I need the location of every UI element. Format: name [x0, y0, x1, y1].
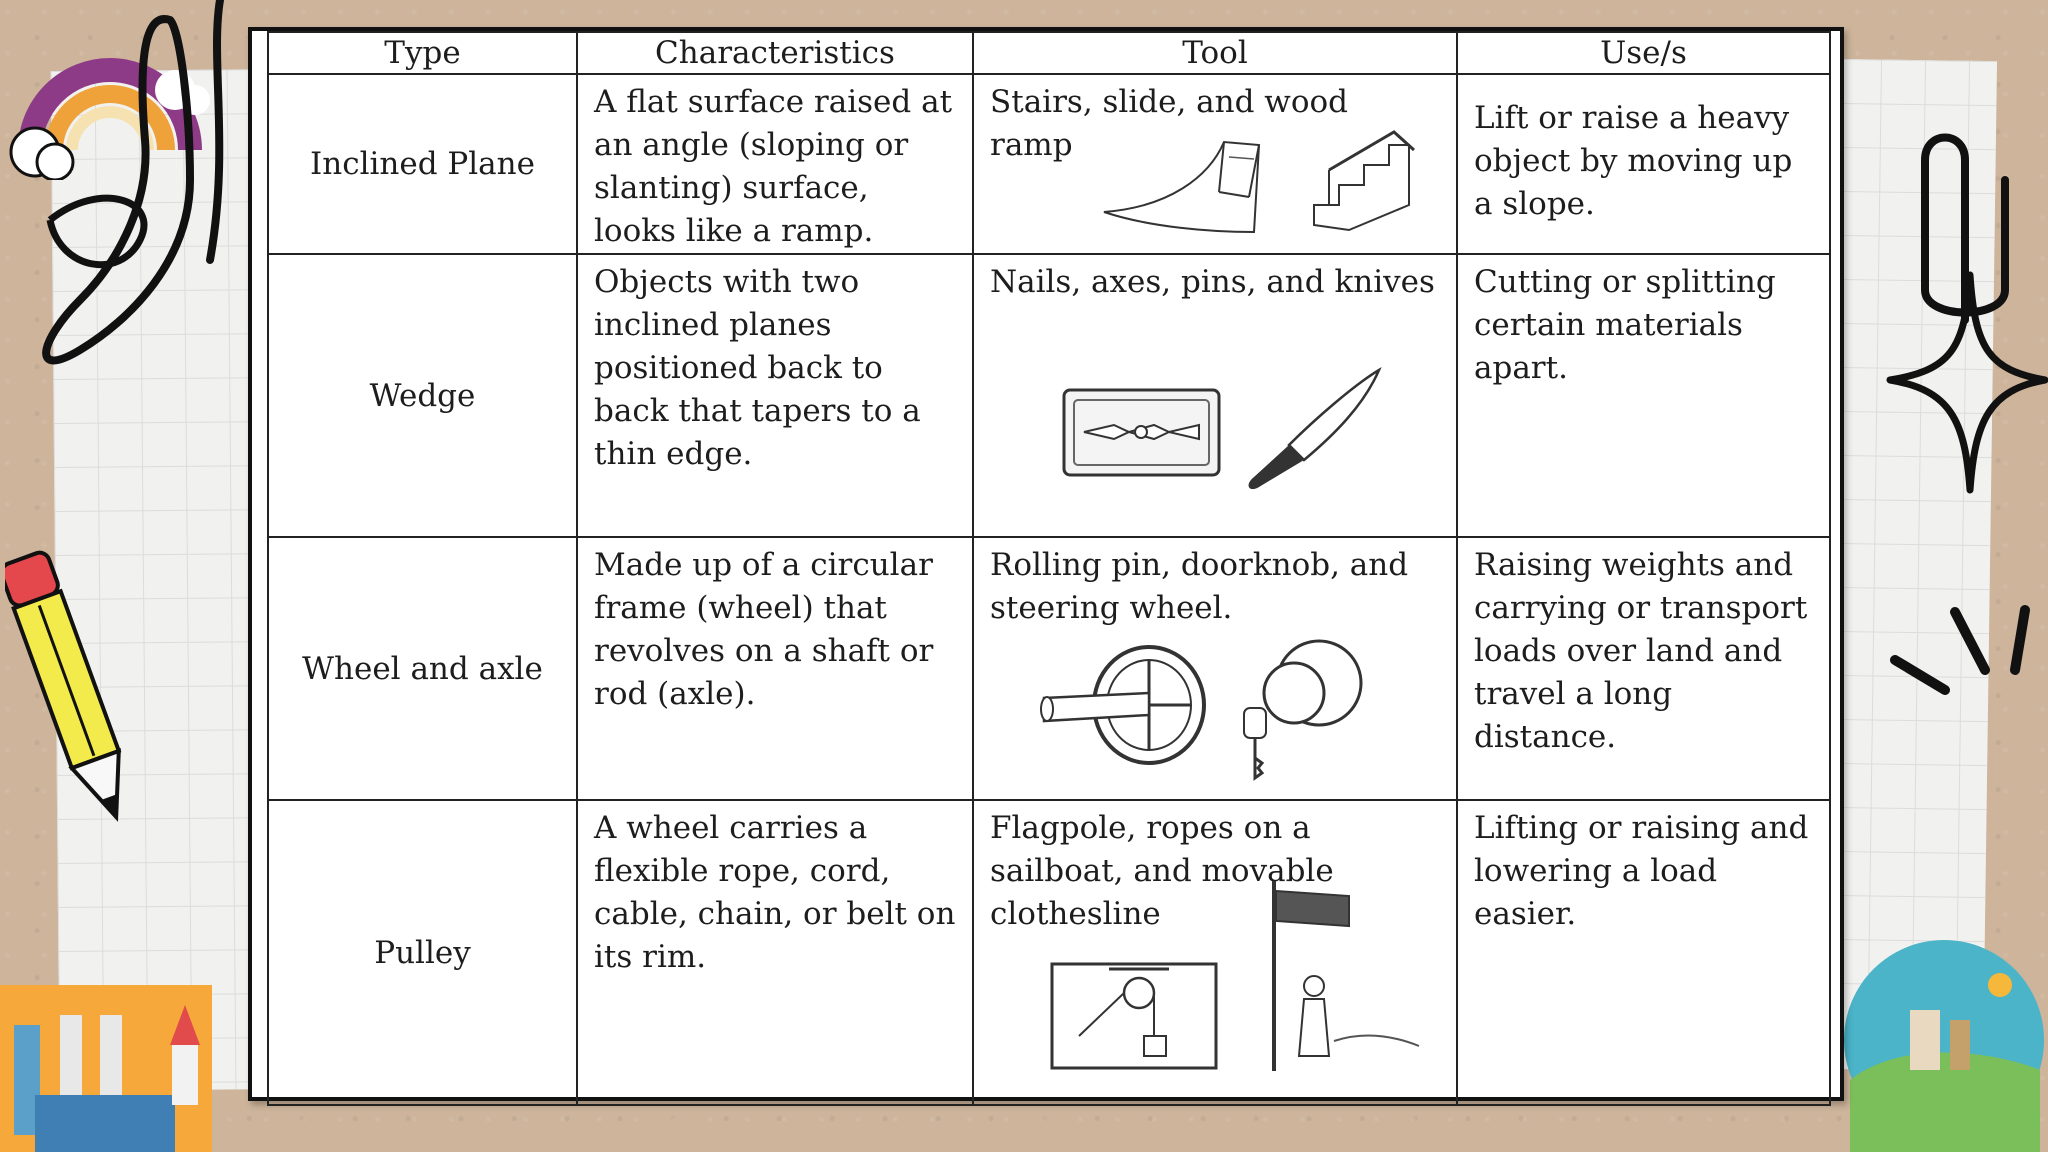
table-row: [268, 74, 1830, 254]
characteristics-cell: Made up of a circular frame (wheel) that revolves on a shaft or rod (axle).: [577, 537, 973, 800]
pulley-icon: [1049, 961, 1219, 1071]
pencil-sticker: [5, 540, 135, 840]
type-cell: Inclined Plane: [268, 74, 577, 254]
type-cell: Wedge: [268, 254, 577, 537]
stairs-icon: [1309, 130, 1419, 235]
tool-cell: [973, 537, 1457, 800]
table-header-row: [268, 32, 1830, 74]
doorknob-icon: [1234, 638, 1369, 788]
table-row: [268, 800, 1830, 1105]
header-characteristics: Characteristics: [577, 32, 973, 74]
tool-cell: [973, 254, 1457, 537]
table-row: [268, 537, 1830, 800]
header-type: Type: [268, 32, 577, 74]
header-uses: Use/s: [1457, 32, 1830, 74]
characteristics-cell: A flat surface raised at an angle (sloping or slanting) surface, looks like a ramp.: [577, 74, 973, 254]
uses-cell: Cutting or splitting certain materials apart.: [1457, 254, 1830, 537]
flagpole-icon: [1264, 881, 1424, 1076]
table-row: [268, 254, 1830, 537]
wood-ramp-icon: [1099, 137, 1269, 237]
tool-cell: [973, 800, 1457, 1105]
uses-cell: Lifting or raising and lowering a load easier.: [1457, 800, 1830, 1105]
spark-lines-doodle: [1885, 600, 2045, 710]
earth-sticker: [1840, 930, 2048, 1152]
characteristics-cell: A wheel carries a flexible rope, cord, cable, chain, or belt on its rim.: [577, 800, 973, 1105]
type-cell: Wheel and axle: [268, 537, 577, 800]
scribble-doodle: [20, 0, 240, 380]
wheel-axle-icon: [1039, 643, 1219, 768]
tool-text: Flagpole, ropes on a sailboat, and movable clothesline: [990, 810, 1334, 932]
razor-blade-icon: [1059, 385, 1224, 480]
type-cell: Pulley: [268, 800, 577, 1105]
tool-text: Rolling pin, doorknob, and steering wheel.: [990, 547, 1409, 626]
tool-text: Stairs, slide, and wood ramp: [990, 84, 1349, 163]
knife-icon: [1234, 365, 1384, 495]
sparkle-star-doodle: [1880, 270, 2048, 500]
uses-cell: Raising weights and carrying or transport loads over land and travel a long distance.: [1457, 537, 1830, 800]
tool-cell: [973, 74, 1457, 254]
tool-text: Nails, axes, pins, and knives: [990, 264, 1435, 300]
simple-machines-sheet: [248, 27, 1844, 1101]
simple-machines-table: [267, 31, 1831, 1106]
characteristics-cell: Objects with two inclined planes positioned back to back that tapers to a thin edge.: [577, 254, 973, 537]
header-tool: Tool: [973, 32, 1457, 74]
factory-sticker: [0, 985, 212, 1152]
uses-cell: Lift or raise a heavy object by moving up a slope.: [1457, 74, 1830, 254]
